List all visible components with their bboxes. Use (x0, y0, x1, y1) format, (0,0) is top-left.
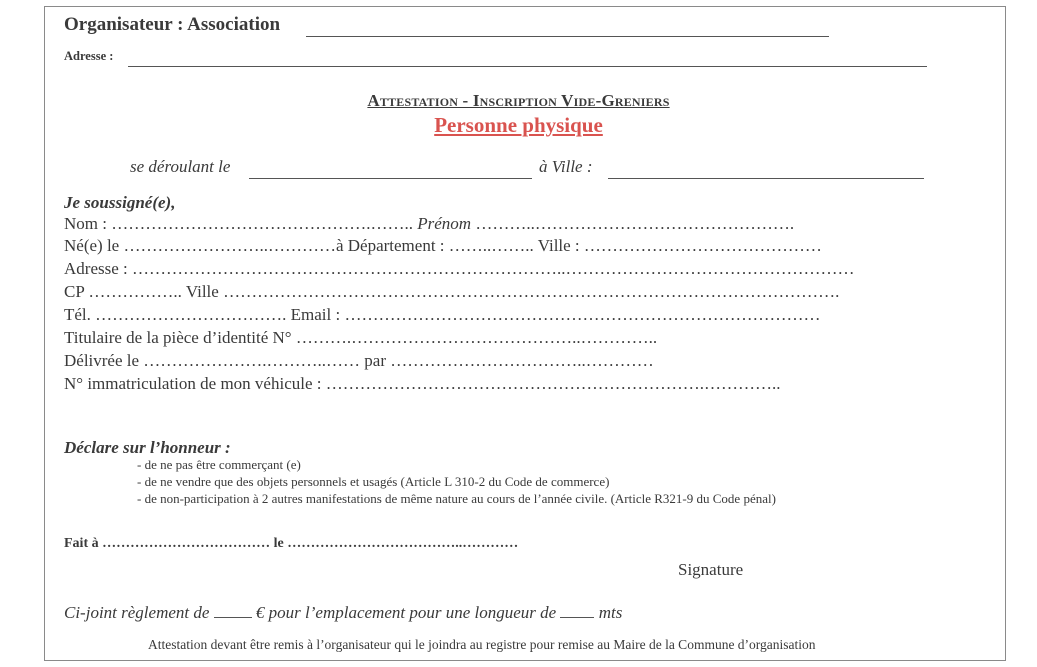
field-birth[interactable]: Né(e) le ……………………..…………à Département : ……..…….. Ville : …………………………………… (64, 236, 822, 255)
field-phone-email[interactable]: Tél. ……………………………. Email : ………………………………………………………………………… (64, 305, 821, 324)
length-unit: mts (598, 603, 623, 622)
field-address[interactable]: Adresse : …………………………………………………………………..…………………………………………… (64, 259, 855, 278)
payment-length-label: € pour l’emplacement pour une longueur de (255, 603, 557, 622)
declaration-item: - de ne vendre que des objets personnels et usagés (Article L 310-2 du Code de commerce) (137, 474, 610, 489)
field-issued[interactable]: Délivrée le ………………….………..…… par ……………………………..………… (64, 351, 654, 370)
declaration-item: - de non-participation à 2 autres manifestations de même nature au cours de l’année civile. (Article R321-9 du Code pénal) (137, 491, 776, 506)
event-date-input-line[interactable] (249, 178, 532, 179)
field-name-label: Nom : ……………………………………….…….. (64, 214, 418, 233)
event-city-label: à Ville : (539, 157, 593, 176)
declaration-heading: Déclare sur l’honneur : (64, 438, 231, 457)
address-label: Adresse : (64, 49, 114, 63)
field-postcode-city[interactable]: CP …………….. Ville ………………………………………………………………………………………………. (64, 282, 840, 301)
payment-line (64, 603, 622, 623)
field-id-number[interactable]: Titulaire de la pièce d’identité N° ……….…………………………………..………….. (64, 328, 658, 347)
organizer-label: Organisateur : Association (64, 14, 281, 35)
footer-note: Attestation devant être remis à l’organisateur qui le joindra au registre pour remise au Maire de la Commune d’organisation (148, 637, 816, 652)
payment-label: Ci-joint règlement de (64, 603, 210, 622)
field-name[interactable] (64, 214, 794, 234)
field-firstname-label: Prénom (417, 214, 472, 233)
payment-amount-blank[interactable] (214, 605, 252, 618)
signature-label: Signature (678, 560, 744, 579)
length-blank[interactable] (560, 605, 594, 618)
event-date-label: se déroulant le (130, 157, 231, 176)
page-subtitle: Personne physique (434, 113, 603, 137)
field-vehicle-registration[interactable]: N° immatriculation de mon véhicule : ………………………………………………………….………….. (64, 374, 781, 393)
field-firstname-dots: ………..………………………………………. (471, 214, 795, 233)
organizer-input-line[interactable] (306, 36, 829, 37)
undersigned-heading: Je soussigné(e), (64, 193, 176, 212)
place-date-field[interactable]: Fait à ……………………………… le ………………………………..………… (64, 536, 519, 551)
event-city-input-line[interactable] (608, 178, 924, 179)
address-input-line[interactable] (128, 66, 927, 67)
page-title: Attestation - Inscription Vide-Greniers (367, 91, 670, 110)
declaration-item: - de ne pas être commerçant (e) (137, 457, 301, 472)
